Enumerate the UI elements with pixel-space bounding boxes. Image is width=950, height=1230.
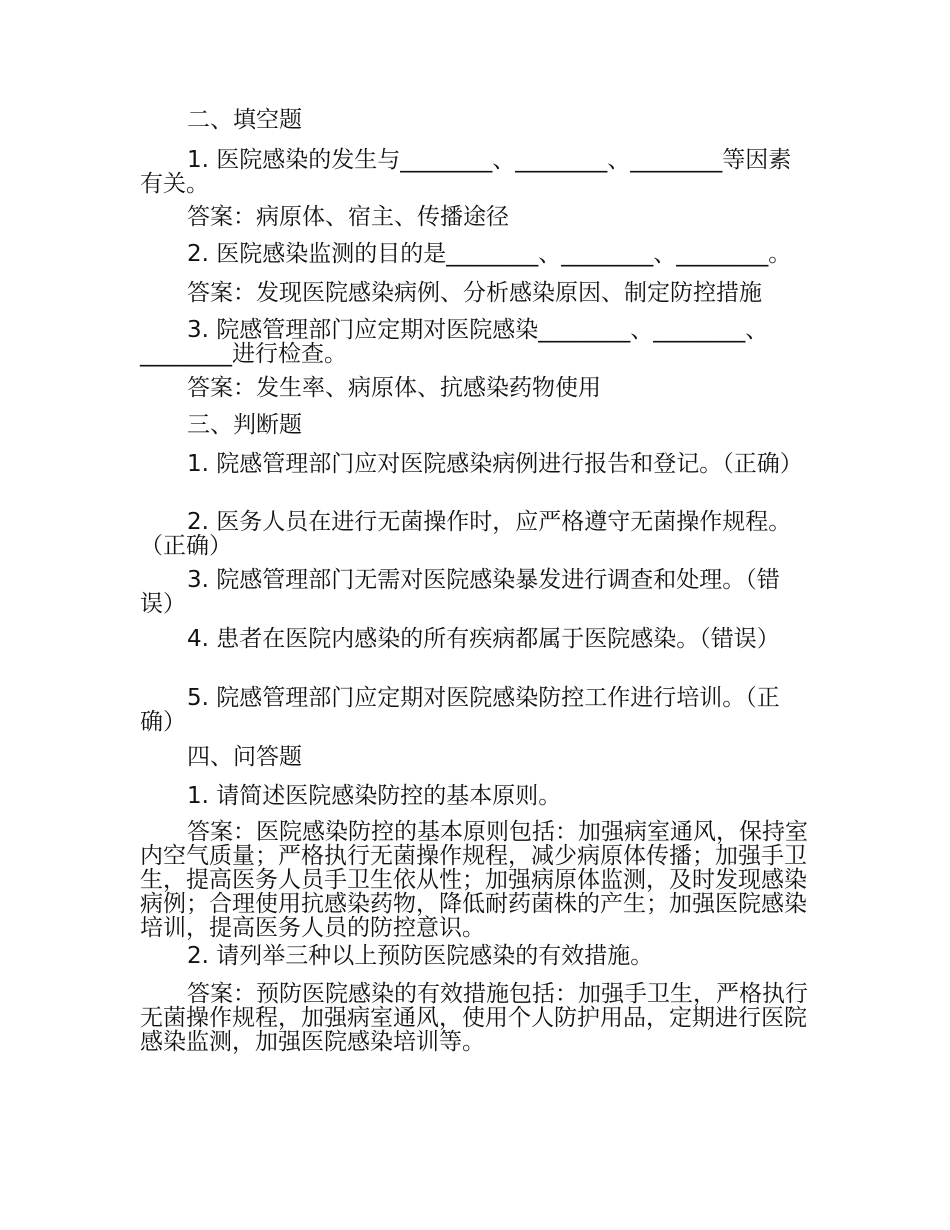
short-answer-question-2: 2. 请列举三种以上预防医院感染的有效措施。 — [187, 943, 654, 969]
fill-answer-3: 答案：发生率、病原体、抗感染药物使用 — [187, 375, 601, 401]
true-false-item-3: 3. 院感管理部门无需对医院感染暴发进行调查和处理。（错误） — [140, 567, 780, 617]
true-false-item-2: 2. 医务人员在进行无菌操作时，应严格遵守无菌操作规程。（正确） — [140, 509, 792, 559]
section-heading-true-false: 三、判断题 — [187, 412, 302, 438]
true-false-item-1: 1. 院感管理部门应对医院感染病例进行报告和登记。（正确） — [187, 451, 803, 477]
section-heading-fill-blank: 二、填空题 — [187, 107, 302, 133]
true-false-item-4: 4. 患者在医院内感染的所有疾病都属于医院感染。（错误） — [187, 626, 780, 652]
true-false-item-5: 5. 院感管理部门应定期对医院感染防控工作进行培训。（正确） — [140, 685, 780, 735]
fill-question-1: 1. 医院感染的发生与________、________、________等因素有关。 — [140, 147, 792, 197]
short-answer-question-1: 1. 请简述医院感染防控的基本原则。 — [187, 783, 562, 809]
section-heading-short-answer: 四、问答题 — [187, 744, 302, 770]
short-answer-answer-2: 答案：预防医院感染的有效措施包括：加强手卫生，严格执行无菌操作规程，加强病室通风，使用个人防护用品，定期进行医院感染监测，加强医院感染培训等。 — [140, 981, 808, 1055]
fill-question-3: 3. 院感管理部门应定期对医院感染________、________、________进行检查。 — [140, 317, 769, 367]
fill-question-2: 2. 医院感染监测的目的是________、________、________。 — [187, 241, 792, 267]
short-answer-answer-1: 答案：医院感染防控的基本原则包括：加强病室通风，保持室内空气质量；严格执行无菌操作规程，减少病原体传播；加强手卫生，提高医务人员手卫生依从性；加强病原体监测，及时发现感染病例；合理使用抗感染药物，降低耐药菌株的产生；加强医院感染培训，提高医务人员的防控意识。 — [140, 819, 808, 941]
fill-answer-1: 答案：病原体、宿主、传播途径 — [187, 204, 509, 230]
fill-answer-2: 答案：发现医院感染病例、分析感染原因、制定防控措施 — [187, 280, 762, 306]
